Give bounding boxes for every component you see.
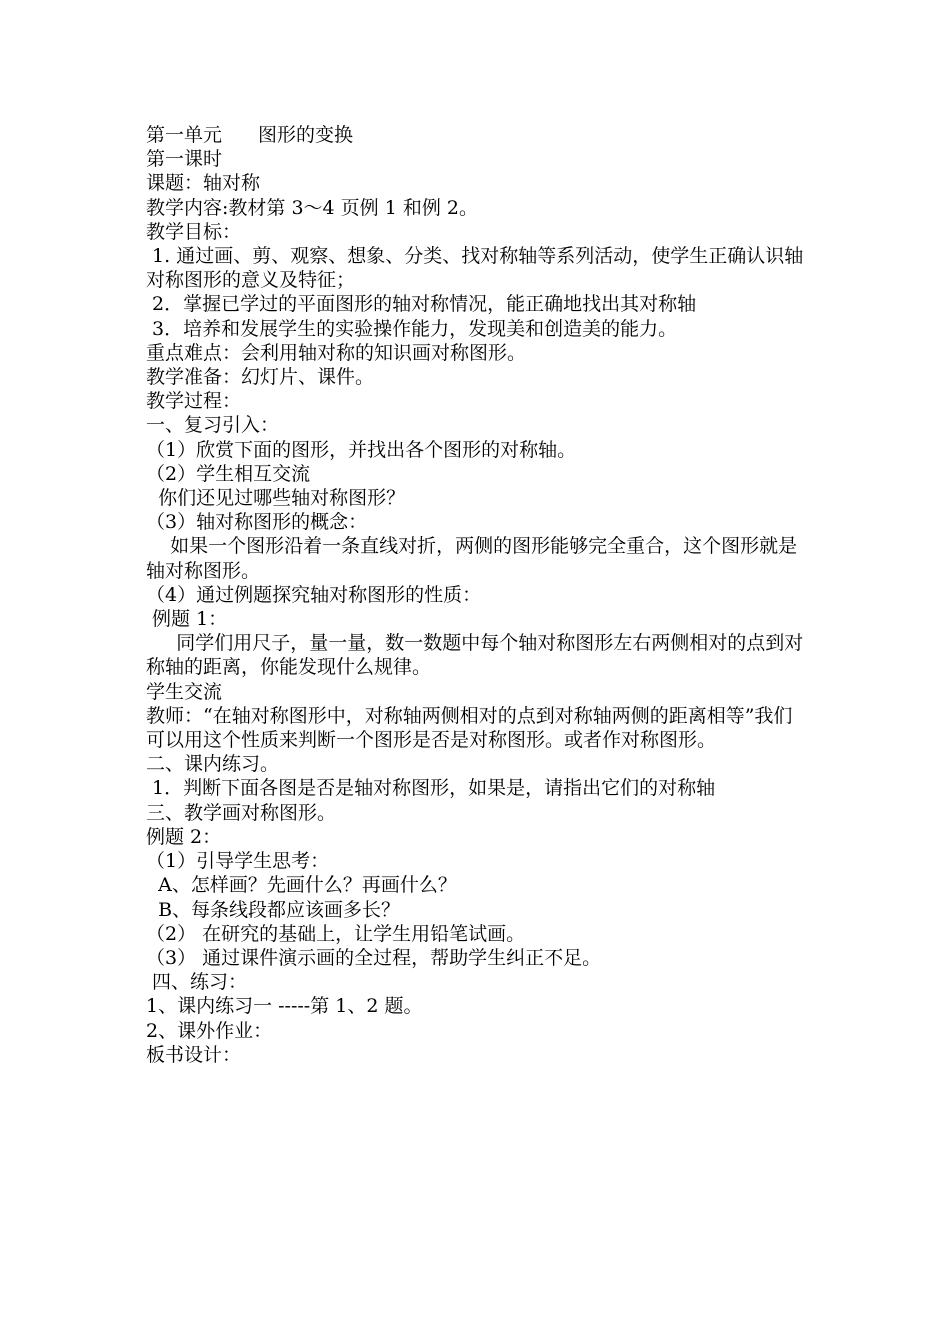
key-points-line: 重点难点：会利用轴对称的知识画对称图形。	[146, 341, 527, 364]
example-1-label: 例题 1：	[146, 608, 228, 631]
goal-item-1: 1. 通过画、剪、观察、想象、分类、找对称轴等系列活动，使学生正确认识轴对称图形的意义及特征；	[146, 245, 804, 292]
lesson-label: 第一课时	[146, 148, 223, 171]
process-heading: 教学过程：	[146, 390, 242, 413]
step-3: （3）轴对称图形的概念：	[146, 511, 368, 534]
board-design-label: 板书设计：	[146, 1043, 242, 1066]
goals-heading: 教学目标：	[146, 220, 242, 243]
teacher-note: 教师：“在轴对称图形中，对称轴两侧相对的点到对称轴两侧的距离相等”我们可以用这个性质来判断一个图形是否是对称图形。或者作对称图形。	[146, 704, 793, 752]
unit-subject: 图形的变换	[258, 124, 354, 146]
section-heading-2: 二、课内练习。	[146, 753, 280, 776]
goal-item-2: 2．掌握已学过的平面图形的轴对称情况，能正确地找出其对称轴	[146, 293, 697, 316]
unit-heading	[146, 123, 810, 147]
exercise-2: 2、课外作业：	[146, 1019, 273, 1042]
student-exchange: 学生交流	[146, 680, 223, 703]
step-1: （1）欣赏下面的图形，并找出各个图形的对称轴。	[146, 438, 577, 461]
goal-item-3: 3．培养和发展学生的实验操作能力，发现美和创造美的能力。	[146, 317, 678, 340]
preparation-line: 教学准备：幻灯片、课件。	[146, 366, 375, 389]
section-heading-3: 三、教学画对称图形。	[146, 801, 337, 824]
section-heading-1: 一、复习引入：	[146, 414, 280, 437]
step-2: （2）学生相互交流	[146, 462, 311, 485]
example-1-text: 同学们用尺子，量一量，数一数题中每个轴对称图形左右两侧相对的点到对称轴的距离，你能发现什么规律。	[146, 632, 804, 679]
section-heading-4: 四、练习：	[146, 971, 248, 994]
exercise-1: 1、课内练习一 -----第 1、2 题。	[146, 995, 423, 1018]
practice-item-1: 1．判断下面各图是否是轴对称图形，如果是，请指出它们的对称轴	[146, 777, 716, 800]
step-3-definition: 如果一个图形沿着一条直线对折，两侧的图形能够完全重合，这个图形就是轴对称图形。	[146, 535, 798, 582]
guide-1-b: B、每条线段都应该画多长？	[146, 898, 401, 921]
step-4: （4）通过例题探究轴对称图形的性质：	[146, 583, 482, 606]
content-line: 教学内容:教材第 3～4 页例 1 和例 2。	[146, 196, 478, 219]
step-2-question: 你们还见过哪些轴对称图形？	[146, 487, 406, 510]
unit-title: 第一单元	[146, 124, 223, 146]
guide-1: （1）引导学生思考：	[146, 850, 330, 873]
guide-2: （2） 在研究的基础上，让学生用铅笔试画。	[146, 922, 526, 945]
topic-line: 课题：轴对称	[146, 172, 261, 195]
document-body	[146, 123, 810, 1067]
guide-3: （3） 通过课件演示画的全过程，帮助学生纠正不足。	[146, 946, 602, 969]
guide-1-a: A、怎样画？先画什么？再画什么？	[146, 874, 457, 897]
example-2-label: 例题 2：	[146, 825, 222, 848]
